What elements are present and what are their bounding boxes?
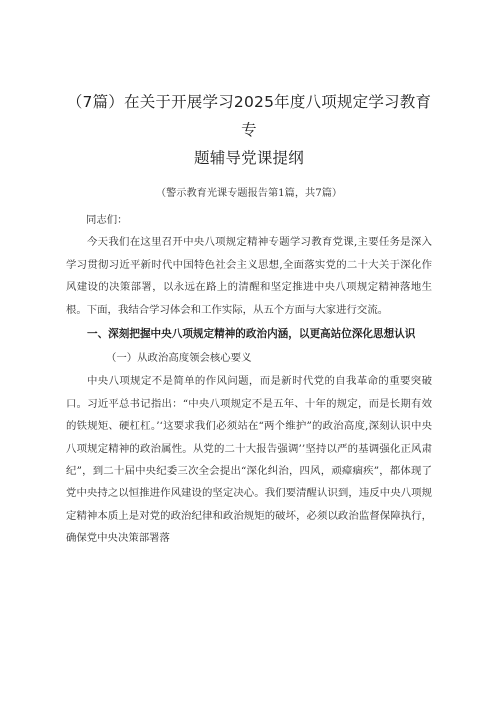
body-paragraph: 中央八项规定不是简单的作风问题，而是新时代党的自我革命的重要突破口。习近平总书记指出：“中央八项规定不是五年、十年的规定，而是长期有效的铁规矩、硬杠杠。’‘这要求我们必须站在“两个维护”的政治高度,深刻认识中央八项规定精神的政治属性。从党的二十大报告强调’’坚持以严的基调强化正风肃纪”，到二十届中央纪委三次全会提出“深化纠治，四风，顽瘴痼疾”，都体现了党中央持之以恒推进作风建设的坚定决心。我们要清醒认识到，违反中央八项规定精神本质上是对党的政治纪律和政治规矩的破坏，必须以政治监督保障执行，确保党中央决策部署落 xyxy=(66,375,432,545)
section-heading-1: 一、深刻把握中央八项规定精神的政治内涵，以更高站位深化思想认识 xyxy=(87,328,416,341)
document-title xyxy=(66,0,432,172)
document-title-line-2: 题辅导党课提纲 xyxy=(194,149,304,167)
salutation: 同志们： xyxy=(86,214,128,226)
document-title-line-1: （7篇）在关于开展学习2025年度八项规定学习教育专 xyxy=(66,93,432,139)
intro-paragraph: 今天我们在这里召开中央八项规定精神专题学习教育党课,主要任务是深入学习贯彻习近平新时代中国特色社会主义思想,全面落实党的二十大关于深化作风建设的决策部署，以永远在路上的清醒和坚定推进中央八项规定精神落地生根。下面，我结合学习体会和工作实际，从五个方面与大家进行交流。 xyxy=(66,236,432,316)
document-subtitle: （警示教育光课专题报告第1篇，共7篇） xyxy=(155,188,343,199)
subsection-heading-1-1: （一）从政治高度领会核心要义 xyxy=(106,352,252,365)
